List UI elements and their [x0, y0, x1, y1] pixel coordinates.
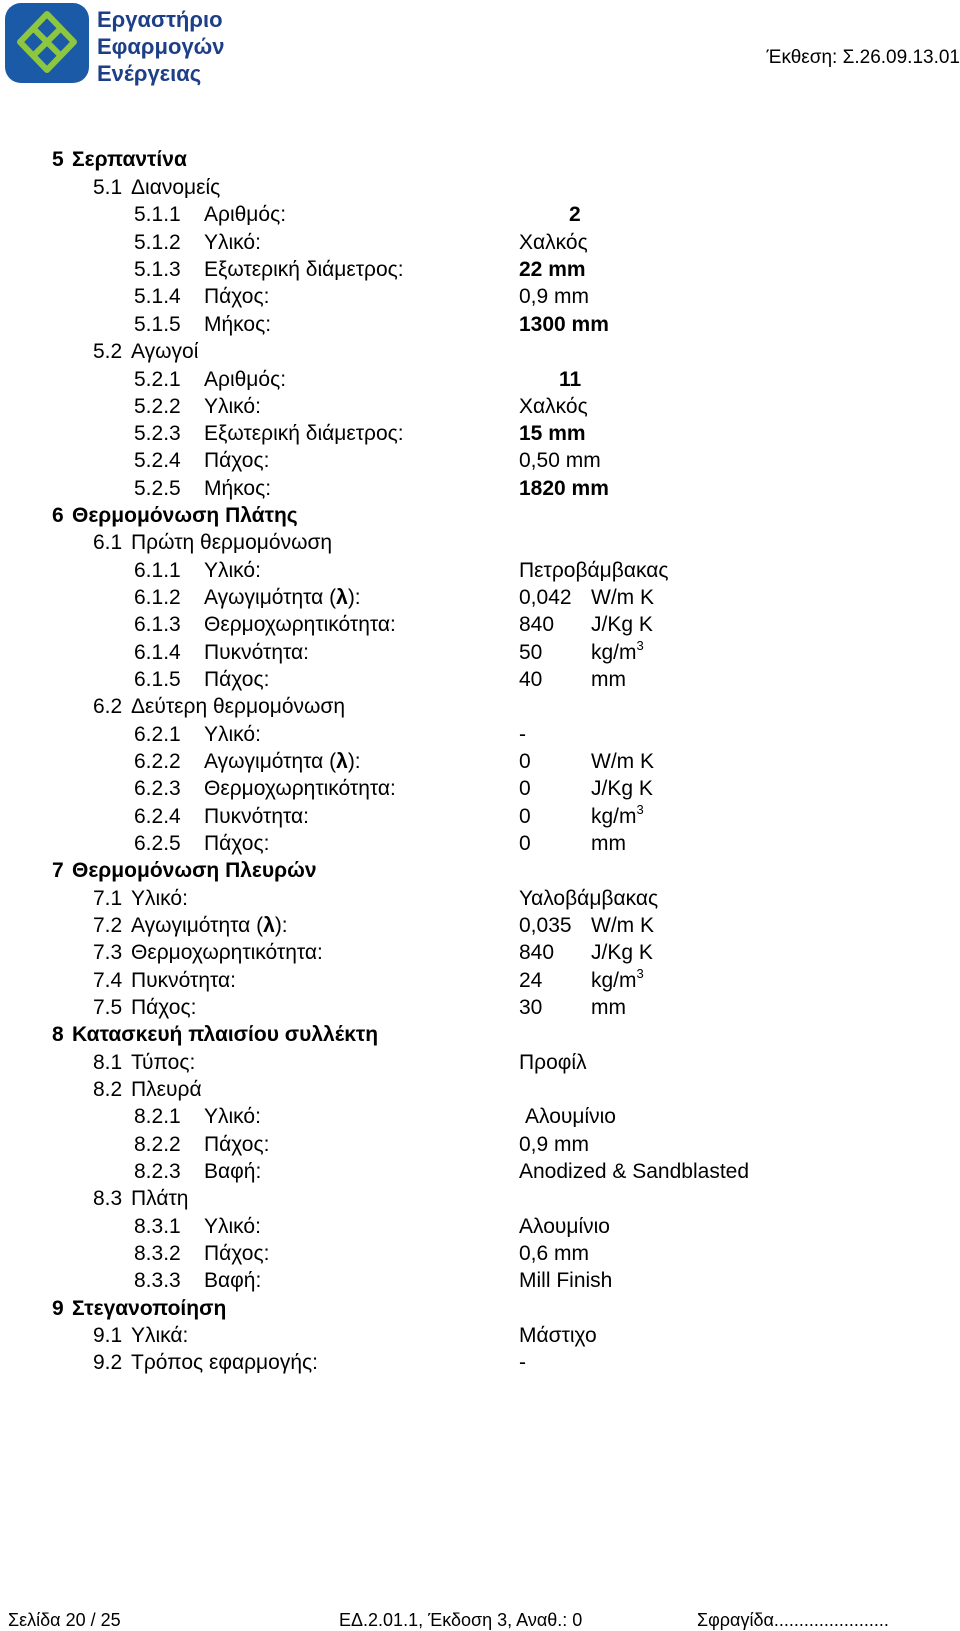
label-text: Αγωγιμότητα ( [204, 586, 337, 609]
unit-base: kg/m [591, 641, 637, 664]
item-label: Πάχος: [204, 832, 270, 855]
item-number: 8.3.1 [134, 1215, 181, 1238]
item-label: Υλικό: [204, 559, 261, 582]
item-number: 6.1.4 [134, 641, 181, 664]
item-value: 0,042 [519, 586, 572, 609]
item-value: 24 [519, 969, 543, 992]
section-number: 5 [52, 148, 64, 171]
item-unit: mm [591, 832, 626, 855]
item-value: 40 [519, 668, 543, 691]
item-value: Προφίλ [519, 1051, 587, 1074]
section-title: Θερμομόνωση Πλευρών [72, 859, 317, 882]
item-label: Βαφή: [204, 1269, 262, 1292]
label-text: Αγωγιμότητα ( [131, 914, 264, 937]
section-title: Θερμομόνωση Πλάτης [72, 504, 298, 527]
lambda-symbol: λ [336, 750, 348, 773]
item-number: 5.2.4 [134, 449, 181, 472]
subsection-number: 5.1 [93, 176, 123, 199]
section-title: Στεγανοποίηση [72, 1297, 227, 1320]
item-label [204, 586, 361, 610]
item-number: 6.1.2 [134, 586, 181, 609]
item-value: Υαλοβάμβακας [519, 887, 659, 910]
item-label: Βαφή: [204, 1160, 262, 1183]
item-number: 5.2.3 [134, 422, 181, 445]
item-label: Πυκνότητα: [204, 641, 309, 664]
item-number: 6.2.4 [134, 805, 181, 828]
item-number: 6.1.1 [134, 559, 181, 582]
item-label: Τύπος: [131, 1051, 196, 1074]
section-number: 8 [52, 1023, 64, 1046]
item-label: Πάχος: [131, 996, 197, 1019]
lab-logo [4, 2, 90, 84]
item-label: Εξωτερική διάμετρος: [204, 422, 404, 445]
item-number: 8.3.3 [134, 1269, 181, 1292]
item-value: 1300 mm [519, 313, 609, 336]
item-value: Χαλκός [519, 231, 588, 254]
item-label: Θερμοχωρητικότητα: [204, 613, 396, 636]
item-value: Πετροβάμβακας [519, 559, 669, 582]
item-number: 5.1.2 [134, 231, 181, 254]
item-label: Πάχος: [204, 1242, 270, 1265]
item-value: 0 [519, 805, 531, 828]
item-label: Μήκος: [204, 477, 272, 500]
logo-line-2: Εφαρμογών [97, 34, 225, 59]
item-value: 0,6 mm [519, 1242, 590, 1265]
subsection-title: Διανομείς [131, 176, 221, 199]
item-label: Θερμοχωρητικότητα: [131, 941, 323, 964]
item-label: Υλικό: [204, 723, 261, 746]
item-value: 22 mm [519, 258, 586, 281]
item-label: Θερμοχωρητικότητα: [204, 777, 396, 800]
item-label: Πάχος: [204, 285, 270, 308]
item-label: Υλικό: [131, 887, 188, 910]
item-label: Υλικό: [204, 395, 261, 418]
item-value: Μάστιχο [519, 1324, 597, 1347]
item-label [131, 914, 288, 938]
lambda-symbol: λ [263, 914, 275, 937]
subsection-title: Πρώτη θερμομόνωση [131, 531, 333, 554]
item-number: 5.1.5 [134, 313, 181, 336]
item-unit [591, 802, 644, 829]
item-number: 7.5 [93, 996, 123, 1019]
section-title: Κατασκευή πλαισίου συλλέκτη [72, 1023, 379, 1046]
subsection-number: 8.3 [93, 1187, 123, 1210]
item-label: Υλικά: [131, 1324, 189, 1347]
item-label: Υλικό: [204, 1215, 261, 1238]
item-number: 7.3 [93, 941, 123, 964]
item-label: Υλικό: [204, 1105, 261, 1128]
item-number: 6.2.1 [134, 723, 181, 746]
item-number: 8.1 [93, 1051, 123, 1074]
subsection-number: 5.2 [93, 340, 123, 363]
item-label: Πυκνότητα: [204, 805, 309, 828]
item-value: 0 [519, 832, 531, 855]
item-value: 0,9 mm [519, 285, 590, 308]
unit-exponent: 3 [636, 638, 644, 653]
item-unit [591, 966, 644, 993]
item-number: 6.1.5 [134, 668, 181, 691]
item-number: 5.1.4 [134, 285, 181, 308]
item-value: 0,035 [519, 914, 572, 937]
item-value: 1820 mm [519, 477, 609, 500]
item-unit [591, 638, 644, 665]
item-value: 2 [569, 203, 581, 226]
item-value: 50 [519, 641, 543, 664]
item-unit: J/Kg K [591, 613, 653, 636]
subsection-title: Δεύτερη θερμομόνωση [131, 695, 346, 718]
subsection-number: 6.1 [93, 531, 123, 554]
item-label: Εξωτερική διάμετρος: [204, 258, 404, 281]
item-value: 11 [559, 368, 582, 391]
item-unit: mm [591, 996, 626, 1019]
item-number: 8.2.1 [134, 1105, 181, 1128]
unit-exponent: 3 [636, 802, 644, 817]
section-number: 7 [52, 859, 64, 882]
report-number: Έκθεση: Σ.26.09.13.01 [766, 47, 960, 68]
item-number: 7.4 [93, 969, 123, 992]
item-label: Πάχος: [204, 1133, 270, 1156]
item-number: 6.2.3 [134, 777, 181, 800]
item-value: Mill Finish [519, 1269, 613, 1292]
item-number: 5.1.3 [134, 258, 181, 281]
item-number: 9.2 [93, 1351, 123, 1374]
item-number: 5.2.1 [134, 368, 181, 391]
item-number: 5.2.5 [134, 477, 181, 500]
item-label: Αριθμός: [204, 368, 287, 391]
label-end: ): [347, 586, 361, 609]
item-label: Μήκος: [204, 313, 272, 336]
section-number: 6 [52, 504, 64, 527]
subsection-title: Πλάτη [131, 1187, 189, 1210]
subsection-number: 8.2 [93, 1078, 123, 1101]
label-text: Αγωγιμότητα ( [204, 750, 337, 773]
section-number: 9 [52, 1297, 64, 1320]
item-label: Τρόπος εφαρμογής: [131, 1351, 318, 1374]
subsection-number: 6.2 [93, 695, 123, 718]
item-label: Πάχος: [204, 668, 270, 691]
item-value: 30 [519, 996, 543, 1019]
item-number: 5.2.2 [134, 395, 181, 418]
item-value: 0 [519, 750, 531, 773]
item-value: 840 [519, 613, 555, 636]
item-number: 6.2.2 [134, 750, 181, 773]
item-number: 8.2.2 [134, 1133, 181, 1156]
logo-line-1: Εργαστήριο [97, 7, 223, 32]
item-label: Αριθμός: [204, 203, 287, 226]
unit-exponent: 3 [636, 966, 644, 981]
item-value: Anodized & Sandblasted [519, 1160, 750, 1183]
logo-line-3: Ενέργειας [97, 61, 202, 86]
item-number: 7.2 [93, 914, 123, 937]
subsection-title: Αγωγοί [131, 340, 199, 363]
unit-base: kg/m [591, 805, 637, 828]
footer-page-number: Σελίδα 20 / 25 [8, 1610, 121, 1630]
footer-document-code: ΕΔ.2.01.1, Έκδοση 3, Αναθ.: 0 [339, 1610, 583, 1630]
label-end: ): [274, 914, 288, 937]
item-label: Πυκνότητα: [131, 969, 236, 992]
footer-stamp: Σφραγίδα....................... [697, 1610, 889, 1630]
item-label [204, 750, 361, 774]
unit-base: kg/m [591, 969, 637, 992]
item-value: 15 mm [519, 422, 586, 445]
item-unit: W/m K [591, 750, 654, 773]
item-label: Υλικό: [204, 231, 261, 254]
item-value: - [519, 1351, 526, 1374]
item-value: 0 [519, 777, 531, 800]
item-number: 6.2.5 [134, 832, 181, 855]
item-value: Χαλκός [519, 395, 588, 418]
item-number: 7.1 [93, 887, 123, 910]
item-value: - [519, 723, 526, 746]
item-number: 9.1 [93, 1324, 123, 1347]
item-value: 0,50 mm [519, 449, 601, 472]
item-unit: J/Kg K [591, 941, 653, 964]
item-number: 6.1.3 [134, 613, 181, 636]
item-value: 0,9 mm [519, 1133, 590, 1156]
item-number: 8.3.2 [134, 1242, 181, 1265]
item-value: Αλουμίνιο [525, 1105, 616, 1128]
item-value: 840 [519, 941, 555, 964]
logo-text [97, 6, 225, 87]
section-title: Σερπαντίνα [72, 148, 187, 171]
item-number: 8.2.3 [134, 1160, 181, 1183]
item-unit: W/m K [591, 586, 654, 609]
label-end: ): [347, 750, 361, 773]
item-unit: mm [591, 668, 626, 691]
lambda-symbol: λ [336, 586, 348, 609]
item-label: Πάχος: [204, 449, 270, 472]
item-unit: W/m K [591, 914, 654, 937]
item-number: 5.1.1 [134, 203, 181, 226]
item-value: Αλουμίνιο [519, 1215, 610, 1238]
item-unit: J/Kg K [591, 777, 653, 800]
subsection-title: Πλευρά [131, 1078, 202, 1101]
